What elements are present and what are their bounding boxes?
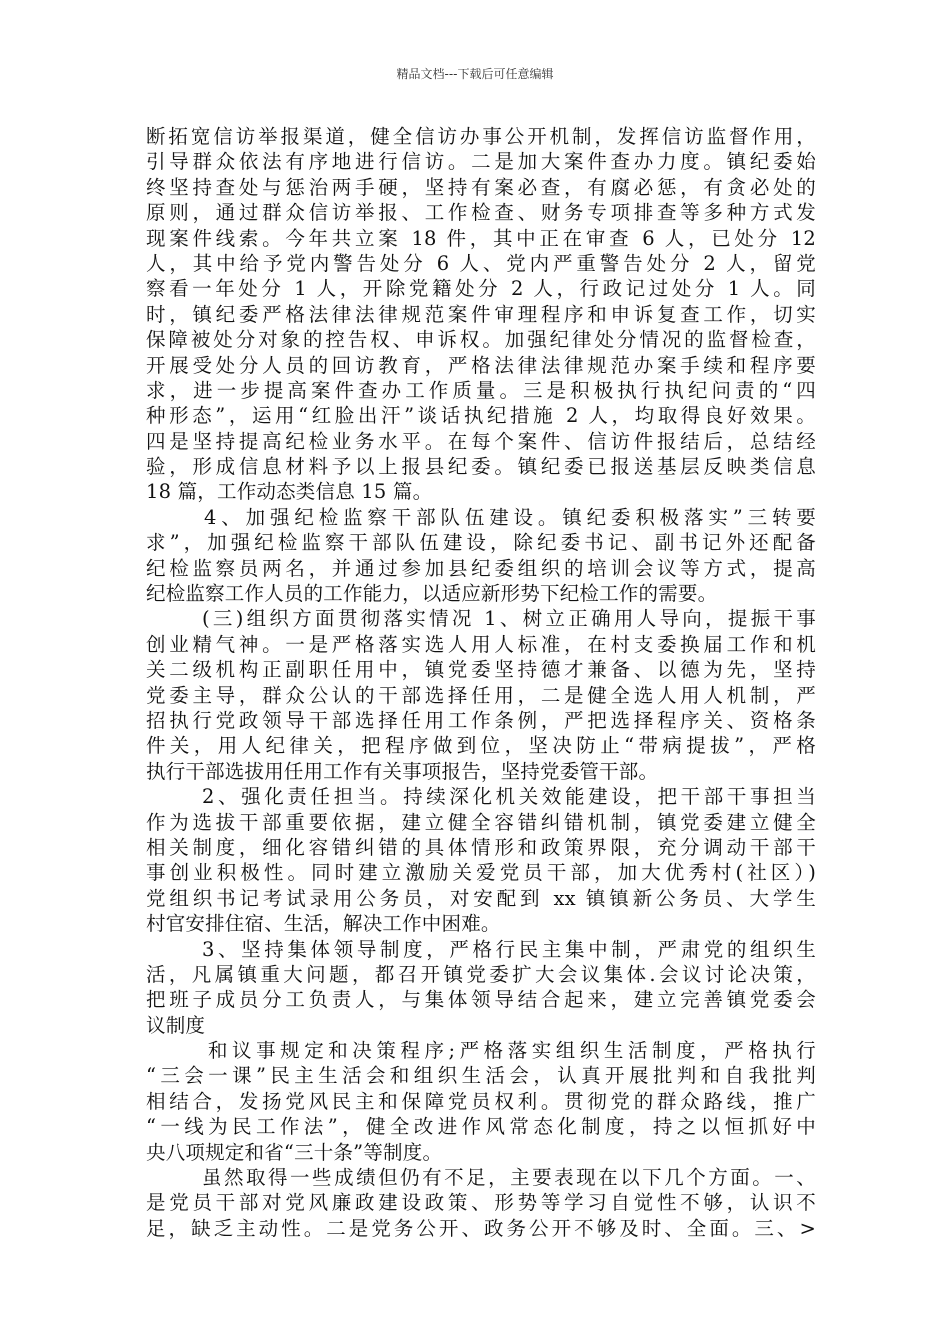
text-line: 现案件线索。今年共立案 18 件，其中正在审查 6 人，已处分 12 (146, 226, 816, 250)
page-header: 精品文档---下载后可任意编辑 (396, 67, 554, 81)
text-line: 四是坚持提高纪检业务水平。在每个案件、信访件报结后，总结经 (146, 429, 816, 453)
text-line: 村官安排住宿、生活，解决工作中困难。 (146, 912, 501, 936)
text-line: 是党员干部对党风廉政建设政策、形势等学习自觉性不够，认识不 (146, 1191, 816, 1215)
text-line: 事创业积极性。同时建立激励关爱党员干部，加大优秀村(社区）) (146, 861, 816, 885)
text-line: 议制度 (146, 1013, 206, 1037)
text-line: 关二级机构正副职任用中，镇党委坚持德才兼备、以德为先，坚持 (146, 658, 816, 682)
text-line: 把班子成员分工负责人，与集体领导结合起来，建立完善镇党委会 (146, 988, 816, 1012)
text-line: “三会一课”民主生活会和组织生活会，认真开展批判和自我批判 (146, 1064, 816, 1088)
text-line: 和议事规定和决策程序;严格落实组织生活制度，严格执行 (208, 1039, 816, 1063)
text-line: 纪检监察员两名，并通过参加县纪委组织的培训会议等方式，提高 (146, 556, 816, 580)
text-line: 纪检监察工作人员的工作能力，以适应新形势下纪检工作的需要。 (146, 582, 718, 606)
text-line: 创业精气神。一是严格落实选人用人标准，在村支委换届工作和机 (146, 632, 816, 656)
text-line: 相关制度，细化容错纠错的具体情形和政策界限，充分调动干部干 (146, 835, 816, 859)
text-line: 活，凡属镇重大问题，都召开镇党委扩大会议集体.会议讨论决策， (146, 962, 816, 986)
text-line: 时，镇纪委严格法律法律规范案件审理程序和申诉复查工作，切实 (146, 302, 816, 326)
text-line: 终坚持查处与惩治两手硬，坚持有案必查，有腐必惩，有贪必处的 (146, 175, 816, 199)
text-line: 相结合，发扬党风民主和保障党员权利。贯彻党的群众路线，推广 (146, 1089, 816, 1113)
text-line: 18 篇，工作动态类信息 15 篇。 (146, 480, 433, 504)
text-line: 虽然取得一些成绩但仍有不足，主要表现在以下几个方面。一、 (202, 1166, 816, 1190)
text-line: 人，其中给予党内警告处分 6 人、党内严重警告处分 2 人，留党 (146, 251, 816, 275)
text-line: 种形态”，运用“红脸出汗”谈话执纪措施 2 人，均取得良好效果。 (146, 404, 816, 428)
text-line: 开展受处分人员的回访教育，严格法律法律规范办案手续和程序要 (146, 353, 816, 377)
text-line: 央八项规定和省“三十条”等制度。 (146, 1140, 443, 1164)
text-line: “一线为民工作法”，健全改进作风常态化制度，持之以恒抓好中 (146, 1115, 816, 1139)
text-line: 引导群众依法有序地进行信访。二是加大案件查办力度。镇纪委始 (146, 150, 816, 174)
document-body (146, 124, 816, 1241)
text-line: 保障被处分对象的控告权、申诉权。加强纪律处分情况的监督检查， (146, 328, 816, 352)
text-line: 足，缺乏主动性。二是党务公开、政务公开不够及时、全面。三、> (146, 1216, 816, 1240)
text-line: 验，形成信息材料予以上报县纪委。镇纪委已报送基层反映类信息 (146, 455, 816, 479)
text-line: 求”，加强纪检监察干部队伍建设，除纪委书记、副书记外还配备 (146, 531, 816, 555)
text-line: 招执行党政领导干部选择任用工作条例，严把选择程序关、资格条 (146, 708, 816, 732)
text-line: 2、强化责任担当。持续深化机关效能建设，把干部干事担当 (202, 785, 816, 809)
text-line: 求，进一步提高案件查办工作质量。三是积极执行执纪问责的“四 (146, 378, 816, 402)
text-line: 党委主导，群众公认的干部选择任用，二是健全选人用人机制，严 (146, 683, 816, 707)
text-line: 党组织书记考试录用公务员，对安配到 xx 镇镇新公务员、大学生 (146, 886, 816, 910)
text-line: (三)组织方面贯彻落实情况 1、树立正确用人导向，提振干事 (202, 607, 816, 631)
text-line: 断拓宽信访举报渠道，健全信访办事公开机制，发挥信访监督作用， (146, 125, 816, 148)
text-line: 原则，通过群众信访举报、工作检查、财务专项排查等多种方式发 (146, 201, 816, 225)
text-line: 察看一年处分 1 人，开除党籍处分 2 人，行政记过处分 1 人。同 (146, 277, 816, 301)
text-line: 执行干部选拔用任用工作有关事项报告，坚持党委管干部。 (146, 759, 659, 783)
text-line: 作为选拔干部重要依据，建立健全容错纠错机制，镇党委建立健全 (146, 810, 816, 834)
text-line: 件关，用人纪律关，把程序做到位，坚决防止“带病提拔”，严格 (146, 734, 816, 758)
text-line: 3、坚持集体领导制度，严格行民主集中制，严肃党的组织生 (202, 937, 816, 961)
text-line: 4、加强纪检监察干部队伍建设。镇纪委积极落实”三转要 (204, 505, 816, 529)
